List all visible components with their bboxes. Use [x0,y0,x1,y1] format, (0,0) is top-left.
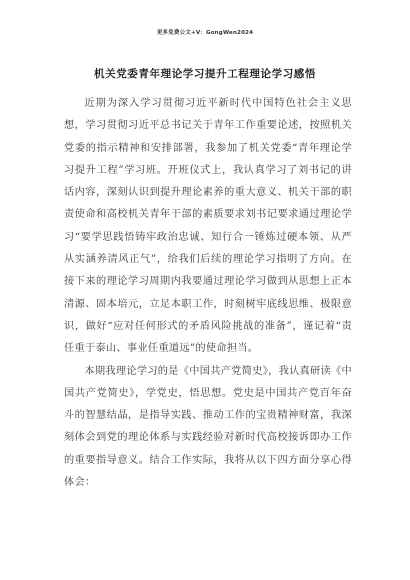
body-paragraph: 本期我理论学习的是《中国共产党简史》，我认真研读《中国共产党简史》，学党史，悟思想。党史是中国共产党百年奋斗的智慧结晶，是指导实践、推动工作的宝贵精神财富，我深刻体会到党的理论体系与实践经验对新时代高校接诉即办工作的重要指导意义。结合工作实际，我将从以下四方面分享心得体会： [64,365,352,489]
header-note: 更多免费公文+V：GongWen2024 [156,30,254,36]
document-body [64,93,352,494]
body-paragraph: 近期为深入学习贯彻习近平新时代中国特色社会主义思想，学习贯彻习近平总书记关于青年工作重要论述，按照机关党委的指示精神和安排部署，我参加了机关党委“青年理论学习提升工程”学习班。开班仪式上，我认真学习了刘书记的讲话内容，深刻认识到提升理论素养的重大意义、机关干部的职责使命和高校机关青年干部的素质要求刘书记要求通过理论学习“要学思践悟铸牢政治忠诚、知行合一锤炼过硬本领、从严从实涵养清风正气”，给我们后续的理论学习指明了方向。在接下来的理论学习周期内我要通过理论学习做到从思想上正本清源、固本培元，立足本职工作，时刻树牢底线思维、极限意识，做好“应对任何形式的矛盾风险挑战的准备”，谨记着“责任重于泰山、事业任重道远”的使命担当。 [64,98,352,355]
document-title: 机关党委青年理论学习提升工程理论学习感悟 [94,68,316,80]
